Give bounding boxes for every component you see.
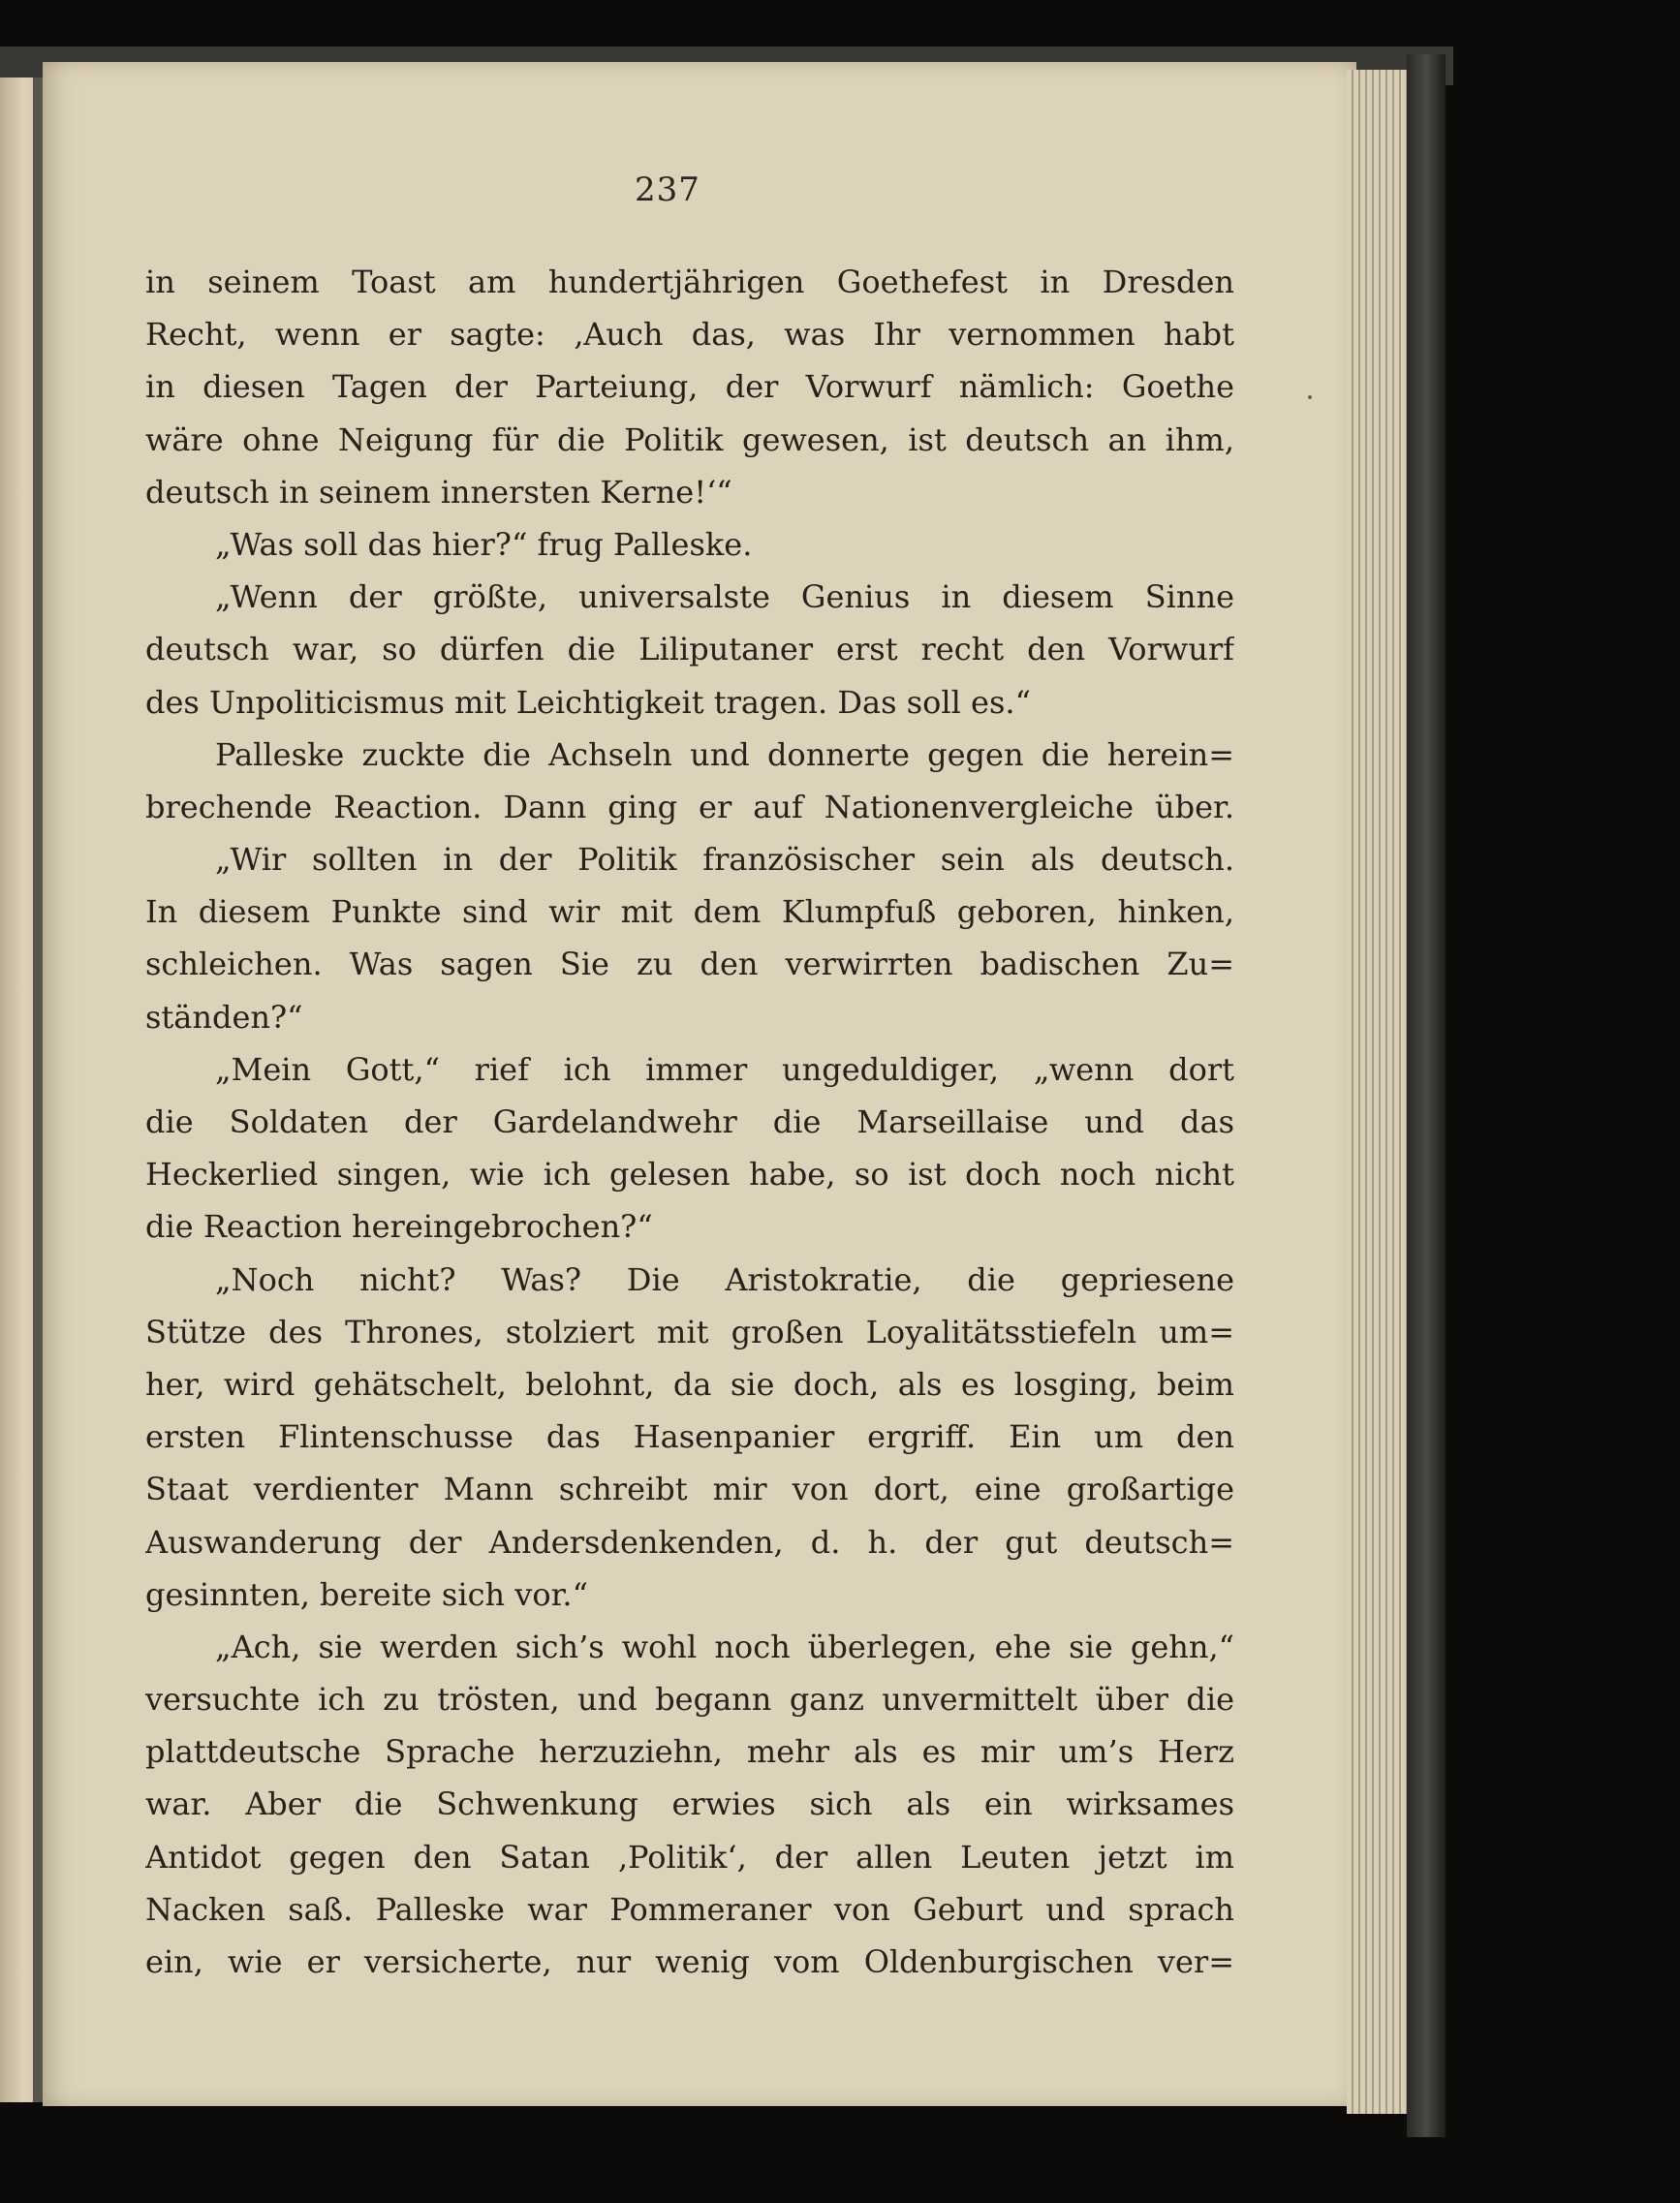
text-line: war. Aber die Schwenkung erwies sich als ein wirksames (145, 1785, 1234, 1823)
text-line: her, wird gehätschelt, belohnt, da sie doch, als es losging, beim (145, 1365, 1234, 1403)
text-line: des Unpoliticismus mit Leichtigkeit tragen. Das soll es.“ (145, 683, 1031, 721)
text-line: schleichen. Was sagen Sie zu den verwirrten badischen Zu= (145, 946, 1234, 983)
text-line: „Noch nicht? Was? Die Aristokratie, die gepriesene (215, 1260, 1234, 1298)
text-line: Heckerlied singen, wie ich gelesen habe, so ist doch noch nicht (145, 1156, 1234, 1194)
text-line: versuchte ich zu trösten, und begann ganz unvermittelt über die (145, 1681, 1234, 1719)
text-line: Nacken saß. Palleske war Pommeraner von Geburt und sprach (145, 1890, 1234, 1928)
text-line: Antidot gegen den Satan ‚Politik‘, der allen Leuten jetzt im (145, 1838, 1234, 1876)
text-line: Auswanderung der Andersdenkenden, d. h. der gut deutsch= (145, 1523, 1234, 1561)
body-text (145, 256, 1234, 1988)
text-line: In diesem Punkte sind wir mit dem Klumpfuß geboren, hinken, (145, 893, 1234, 931)
book-page (43, 62, 1356, 2106)
text-line: „Wenn der größte, universalste Genius in diesem Sinne (215, 578, 1234, 616)
page-speck (1308, 395, 1312, 399)
text-line: in diesen Tagen der Parteiung, der Vorwurf nämlich: Goethe (145, 368, 1234, 406)
text-line: in seinem Toast am hundertjährigen Goethefest in Dresden (145, 264, 1234, 300)
text-line: ersten Flintenschusse das Hasenpanier ergriff. Ein um den (145, 1418, 1234, 1456)
text-line: plattdeutsche Sprache herzuziehn, mehr als es mir um’s Herz (145, 1733, 1234, 1771)
text-line: gesinnten, bereite sich vor.“ (145, 1575, 588, 1613)
text-line: Staat verdienter Mann schreibt mir von dort, eine großartige (145, 1471, 1234, 1508)
text-line: Palleske zuckte die Achseln und donnerte gegen die herein= (215, 735, 1234, 773)
text-line: Stütze des Thrones, stolziert mit großen Loyalitätsstiefeln um= (145, 1313, 1234, 1350)
text-line: wäre ohne Neigung für die Politik gewesen, ist deutsch an ihm, (145, 420, 1234, 458)
text-line: „Wir sollten in der Politik französischer sein als deutsch. (215, 841, 1234, 879)
text-line: „Ach, sie werden sich’s wohl noch überlegen, ehe sie gehn,“ (215, 1628, 1234, 1665)
text-line: ein, wie er versicherte, nur wenig vom Oldenburgischen ver= (145, 1943, 1234, 1980)
text-line: ständen?“ (145, 998, 303, 1036)
text-line: deutsch war, so dürfen die Liliputaner erst recht den Vorwurf (145, 631, 1234, 668)
text-line: die Reaction hereingebrochen?“ (145, 1208, 653, 1246)
text-line: brechende Reaction. Dann ging er auf Nationenvergleiche über. (145, 788, 1234, 825)
text-line: die Soldaten der Gardelandwehr die Marseillaise und das (145, 1103, 1234, 1140)
page-number: 237 (635, 171, 700, 209)
page-block-edges (1347, 70, 1413, 2114)
text-line: „Was soll das hier?“ frug Palleske. (215, 525, 753, 563)
text-line: Recht, wenn er sagte: ‚Auch das, was Ihr vernommen habt (145, 316, 1234, 354)
book-cover-edge (1407, 54, 1446, 2137)
text-line: „Mein Gott,“ rief ich immer ungeduldiger, „wenn dort (215, 1050, 1234, 1088)
text-line: deutsch in seinem innersten Kerne!‘“ (145, 473, 732, 511)
